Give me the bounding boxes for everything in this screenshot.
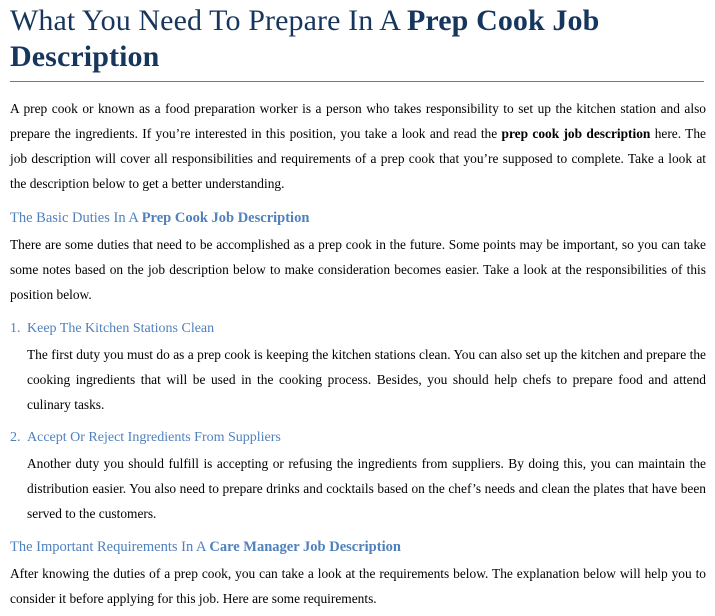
- section2-paragraph: After knowing the duties of a prep cook, you can take a look at the requirements below. The explanation below will help you to consider it before applying for this job. Here are some requirements.: [10, 566, 706, 606]
- list-item-body: The first duty you must do as a prep cook is keeping the kitchen stations clean. You can also set up the kitchen and prepare the cooking ingredients that will be used in the cooking process. Besides, you should help chefs to prepare food and attend culinary tasks.: [27, 347, 706, 412]
- section2-heading-bold: Care Manager Job Description: [209, 539, 401, 555]
- page-title: [10, 3, 706, 75]
- section1-heading-normal: The Basic Duties In A: [10, 210, 142, 226]
- intro-paragraph: [10, 96, 706, 196]
- section2-heading-normal: The Important Requirements In A: [10, 539, 210, 555]
- list-item-title: Accept Or Reject Ingredients From Suppliers: [27, 430, 281, 445]
- intro-text-2: here. The job description will cover all responsibilities and requirements of a prep cook that you’re supposed to complete. Take a look at the description below to get a better understanding.: [10, 126, 706, 191]
- document-page: [10, 0, 706, 611]
- title-normal: What You Need To Prepare In A: [10, 4, 407, 37]
- list-item-number: 1.: [10, 321, 21, 336]
- intro-bold-keyword: prep cook job description: [501, 126, 651, 141]
- list-item-title: Keep The Kitchen Stations Clean: [27, 321, 215, 336]
- section1-heading-bold: Prep Cook Job Description: [141, 210, 310, 226]
- section1-paragraph: There are some duties that need to be accomplished as a prep cook in the future. Some points may be important, so you can take some notes based on the job description below to make consideration becomes easier. Take a look at the responsibilities of this position below.: [10, 237, 706, 302]
- title-bold: Prep Cook Job Description: [10, 4, 600, 73]
- list-item: [10, 319, 706, 417]
- list-item-heading: [10, 428, 706, 448]
- section-heading-basic-duties: [10, 208, 706, 228]
- list-item: [10, 428, 706, 526]
- intro-text-1: A prep cook or known as a food preparation worker is a person who takes responsibility to set up the kitchen station and also prepare the ingredients. If you’re interested in this position, you take a look and read the: [10, 101, 706, 141]
- duties-list: [10, 319, 706, 526]
- list-item-body: Another duty you should fulfill is accepting or refusing the ingredients from suppliers. By doing this, you can maintain the distribution easier. You also need to prepare drinks and cocktails based on the chef’s needs and clean the plates that have been served to the customers.: [27, 456, 706, 521]
- list-item-number: 2.: [10, 430, 21, 445]
- title-underline-rule: [10, 81, 704, 82]
- list-item-heading: [10, 319, 706, 339]
- section-heading-requirements: [10, 537, 706, 557]
